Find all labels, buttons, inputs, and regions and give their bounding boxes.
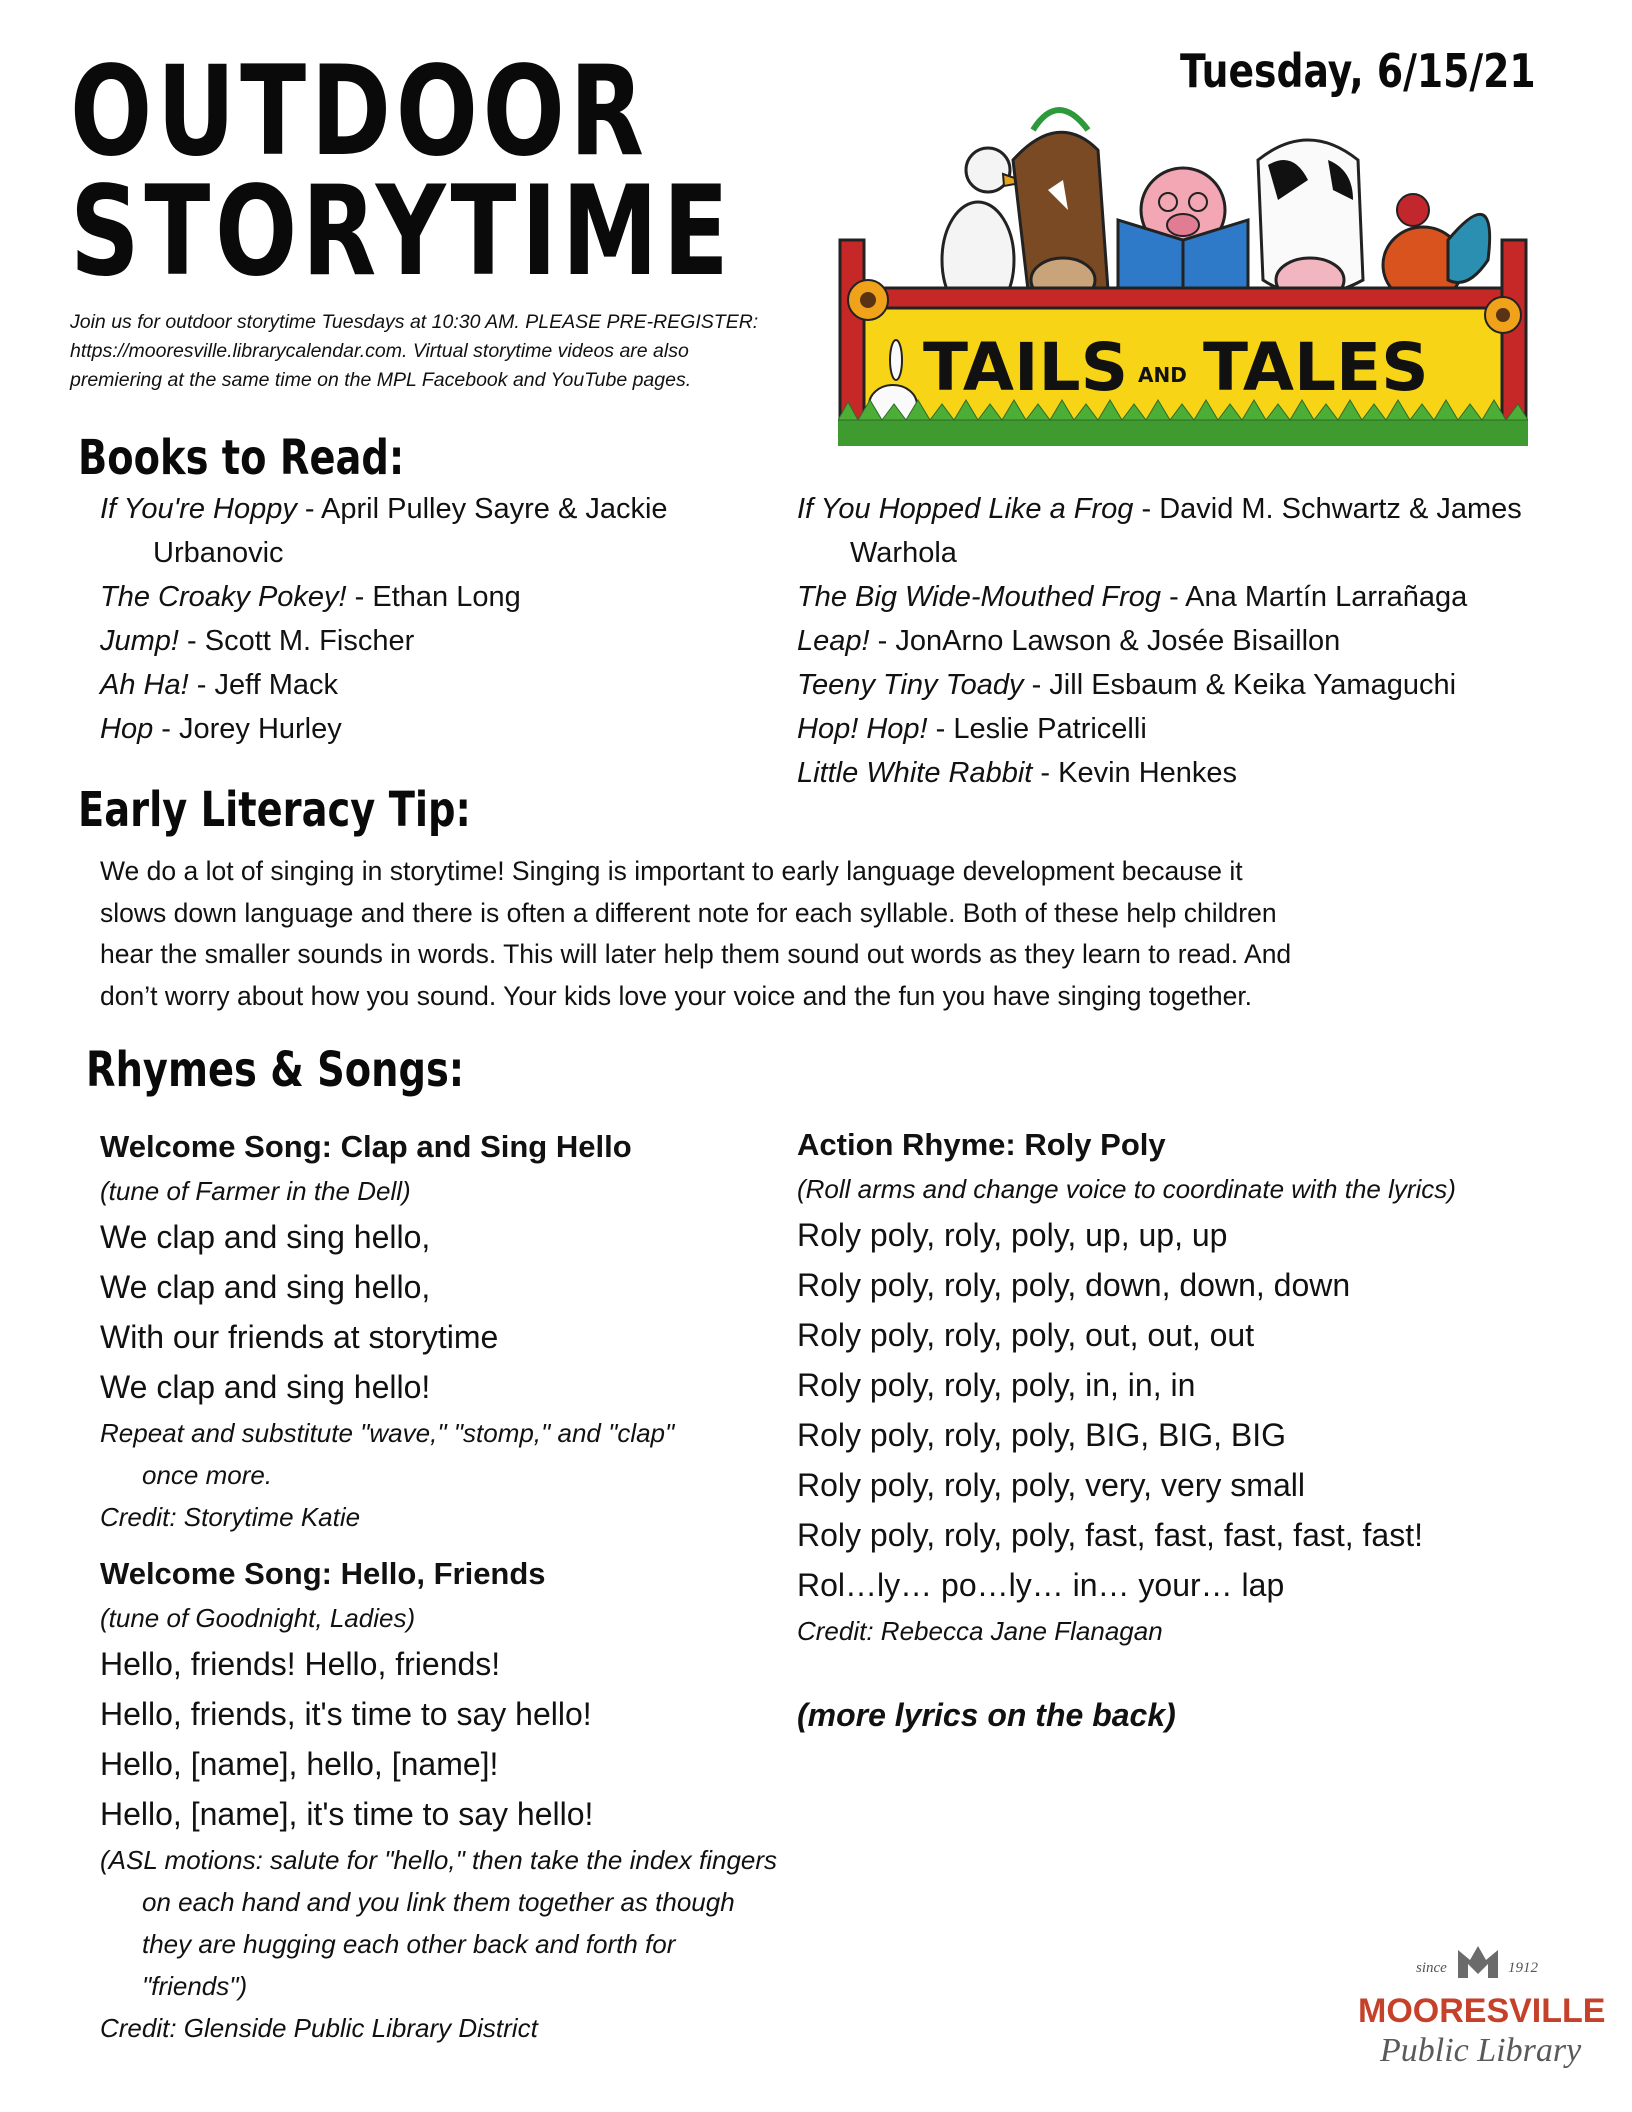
- songs-left-column: [100, 1124, 778, 2050]
- intro-text: [70, 308, 850, 395]
- book-title: Leap!: [797, 625, 870, 657]
- song-note: (Roll arms and change voice to coordinate with the lyrics): [797, 1174, 1456, 1204]
- book-author: - April Pulley Sayre & Jackie Urbanovic: [153, 493, 668, 569]
- songs-right-column: [797, 1122, 1577, 1734]
- book-title: Hop! Hop!: [797, 713, 928, 745]
- song-line: Hello, [name], hello, [name]!: [100, 1746, 499, 1782]
- song-credit: Credit: Glenside Public Library District: [100, 2013, 538, 2043]
- tip-line: don’t worry about how you sound. Your kids love your voice and the fun you have singing together.: [100, 980, 1253, 1011]
- intro-line: Join us for outdoor storytime Tuesdays at 10:30 AM. PLEASE PRE-REGISTER:: [70, 311, 759, 333]
- book-entry: [797, 707, 1577, 751]
- title-line-1: OUTDOOR: [70, 40, 649, 184]
- song-line: With our friends at storytime: [100, 1319, 499, 1355]
- logo-name: MOORESVILLE: [1358, 1992, 1606, 2030]
- book-author: - JonArno Lawson & Josée Bisaillon: [869, 625, 1341, 657]
- book-entry: [797, 751, 1577, 795]
- book-entry: [797, 663, 1577, 707]
- book-author: - Ana Martín Larrañaga: [1161, 581, 1468, 613]
- book-title: Hop: [100, 713, 154, 745]
- song-note: Repeat and substitute "wave," "stomp," and "clap" once more.: [100, 1418, 675, 1490]
- book-title: Jump!: [100, 625, 179, 657]
- song-line: We clap and sing hello,: [100, 1219, 431, 1255]
- library-logo-mark-icon: [1456, 1944, 1500, 1980]
- book-title: Ah Ha!: [100, 669, 189, 701]
- book-entry: [100, 487, 760, 575]
- book-title: The Croaky Pokey!: [100, 581, 347, 613]
- tip-text: [100, 851, 1500, 1017]
- song-title: Welcome Song: Hello, Friends: [100, 1556, 546, 1591]
- tip-line: hear the smaller sounds in words. This will later help them sound out words as they learn to read. And: [100, 939, 1292, 969]
- books-heading: Books to Read:: [78, 430, 405, 486]
- book-entry: [797, 575, 1577, 619]
- book-author: - Jeff Mack: [188, 669, 339, 701]
- book-author: - Jill Esbaum & Keika Yamaguchi: [1023, 669, 1457, 701]
- books-left-column: [100, 487, 760, 751]
- song-line: Roly poly, roly, poly, up, up, up: [797, 1217, 1228, 1253]
- song-line: Hello, friends, it's time to say hello!: [100, 1696, 592, 1732]
- song-tune: (tune of Goodnight, Ladies): [100, 1603, 416, 1633]
- books-right-column: [797, 487, 1577, 795]
- book-author: - Kevin Henkes: [1032, 757, 1238, 789]
- banner-word-tales: TALES: [1203, 329, 1429, 406]
- song-title: Action Rhyme: Roly Poly: [797, 1127, 1166, 1162]
- song-line: Roly poly, roly, poly, down, down, down: [797, 1267, 1351, 1303]
- song-line: Rol…ly… po…ly… in… your… lap: [797, 1567, 1285, 1603]
- book-entry: [100, 707, 760, 751]
- book-author: - Jorey Hurley: [153, 713, 342, 745]
- song-line: Roly poly, roly, poly, BIG, BIG, BIG: [797, 1417, 1287, 1453]
- song-line: Roly poly, roly, poly, fast, fast, fast, fast, fast!: [797, 1517, 1423, 1553]
- song-line: Hello, friends! Hello, friends!: [100, 1646, 501, 1682]
- banner-word-and: AND: [1138, 363, 1187, 387]
- banner-word-tails: TAILS: [923, 329, 1129, 406]
- song-line: Roly poly, roly, poly, out, out, out: [797, 1317, 1255, 1353]
- book-author: - Scott M. Fischer: [178, 625, 415, 657]
- book-title: If You're Hoppy: [100, 493, 297, 525]
- book-title: Little White Rabbit: [797, 757, 1033, 789]
- songs-heading: Rhymes & Songs:: [86, 1042, 465, 1098]
- song-credit: Credit: Storytime Katie: [100, 1502, 361, 1532]
- logo-since: since: [1416, 1960, 1447, 1976]
- book-title: Teeny Tiny Toady: [797, 669, 1024, 701]
- song-line: Roly poly, roly, poly, in, in, in: [797, 1367, 1196, 1403]
- tip-heading: Early Literacy Tip:: [78, 782, 471, 838]
- book-author: - David M. Schwartz & James Warhola: [850, 493, 1522, 569]
- book-author: - Ethan Long: [346, 581, 521, 613]
- more-lyrics-note: (more lyrics on the back): [797, 1697, 1176, 1733]
- song-line: Roly poly, roly, poly, very, very small: [797, 1467, 1305, 1503]
- tip-line: We do a lot of singing in storytime! Singing is important to early language development because it: [100, 856, 1243, 886]
- logo-year: 1912: [1508, 1960, 1538, 1976]
- horse-icon: [1013, 110, 1108, 302]
- song-tune: (tune of Farmer in the Dell): [100, 1176, 411, 1206]
- song-note: (ASL motions: salute for "hello," then take the index fingers on each hand and you link them together as though they are hugging each other back and forth for "friends"): [100, 1845, 778, 2001]
- title-line-2: STORYTIME: [70, 160, 734, 304]
- date: Tuesday, 6/15/21: [1180, 44, 1536, 98]
- book-entry: [797, 619, 1577, 663]
- book-author: - Leslie Patricelli: [927, 713, 1147, 745]
- song-line: We clap and sing hello,: [100, 1269, 431, 1305]
- book-entry: [100, 575, 760, 619]
- book-title: The Big Wide-Mouthed Frog: [797, 581, 1162, 613]
- book-entry: [100, 619, 760, 663]
- intro-line: https://mooresville.librarycalendar.com. Virtual storytime videos are also: [70, 340, 689, 362]
- book-title: If You Hopped Like a Frog: [797, 493, 1134, 525]
- song-credit: Credit: Rebecca Jane Flanagan: [797, 1616, 1163, 1646]
- tails-and-tales-banner: [838, 90, 1528, 450]
- song-title: Welcome Song: Clap and Sing Hello: [100, 1129, 632, 1164]
- cow-icon: [1258, 140, 1363, 302]
- book-entry: [797, 487, 1577, 575]
- logo-subtitle: Public Library: [1380, 2032, 1582, 2069]
- tip-line: slows down language and there is often a different note for each syllable. Both of these help children: [100, 897, 1277, 928]
- song-line: Hello, [name], it's time to say hello!: [100, 1796, 594, 1832]
- intro-line: premiering at the same time on the MPL Facebook and YouTube pages.: [70, 369, 692, 391]
- song-line: We clap and sing hello!: [100, 1369, 431, 1405]
- book-entry: [100, 663, 760, 707]
